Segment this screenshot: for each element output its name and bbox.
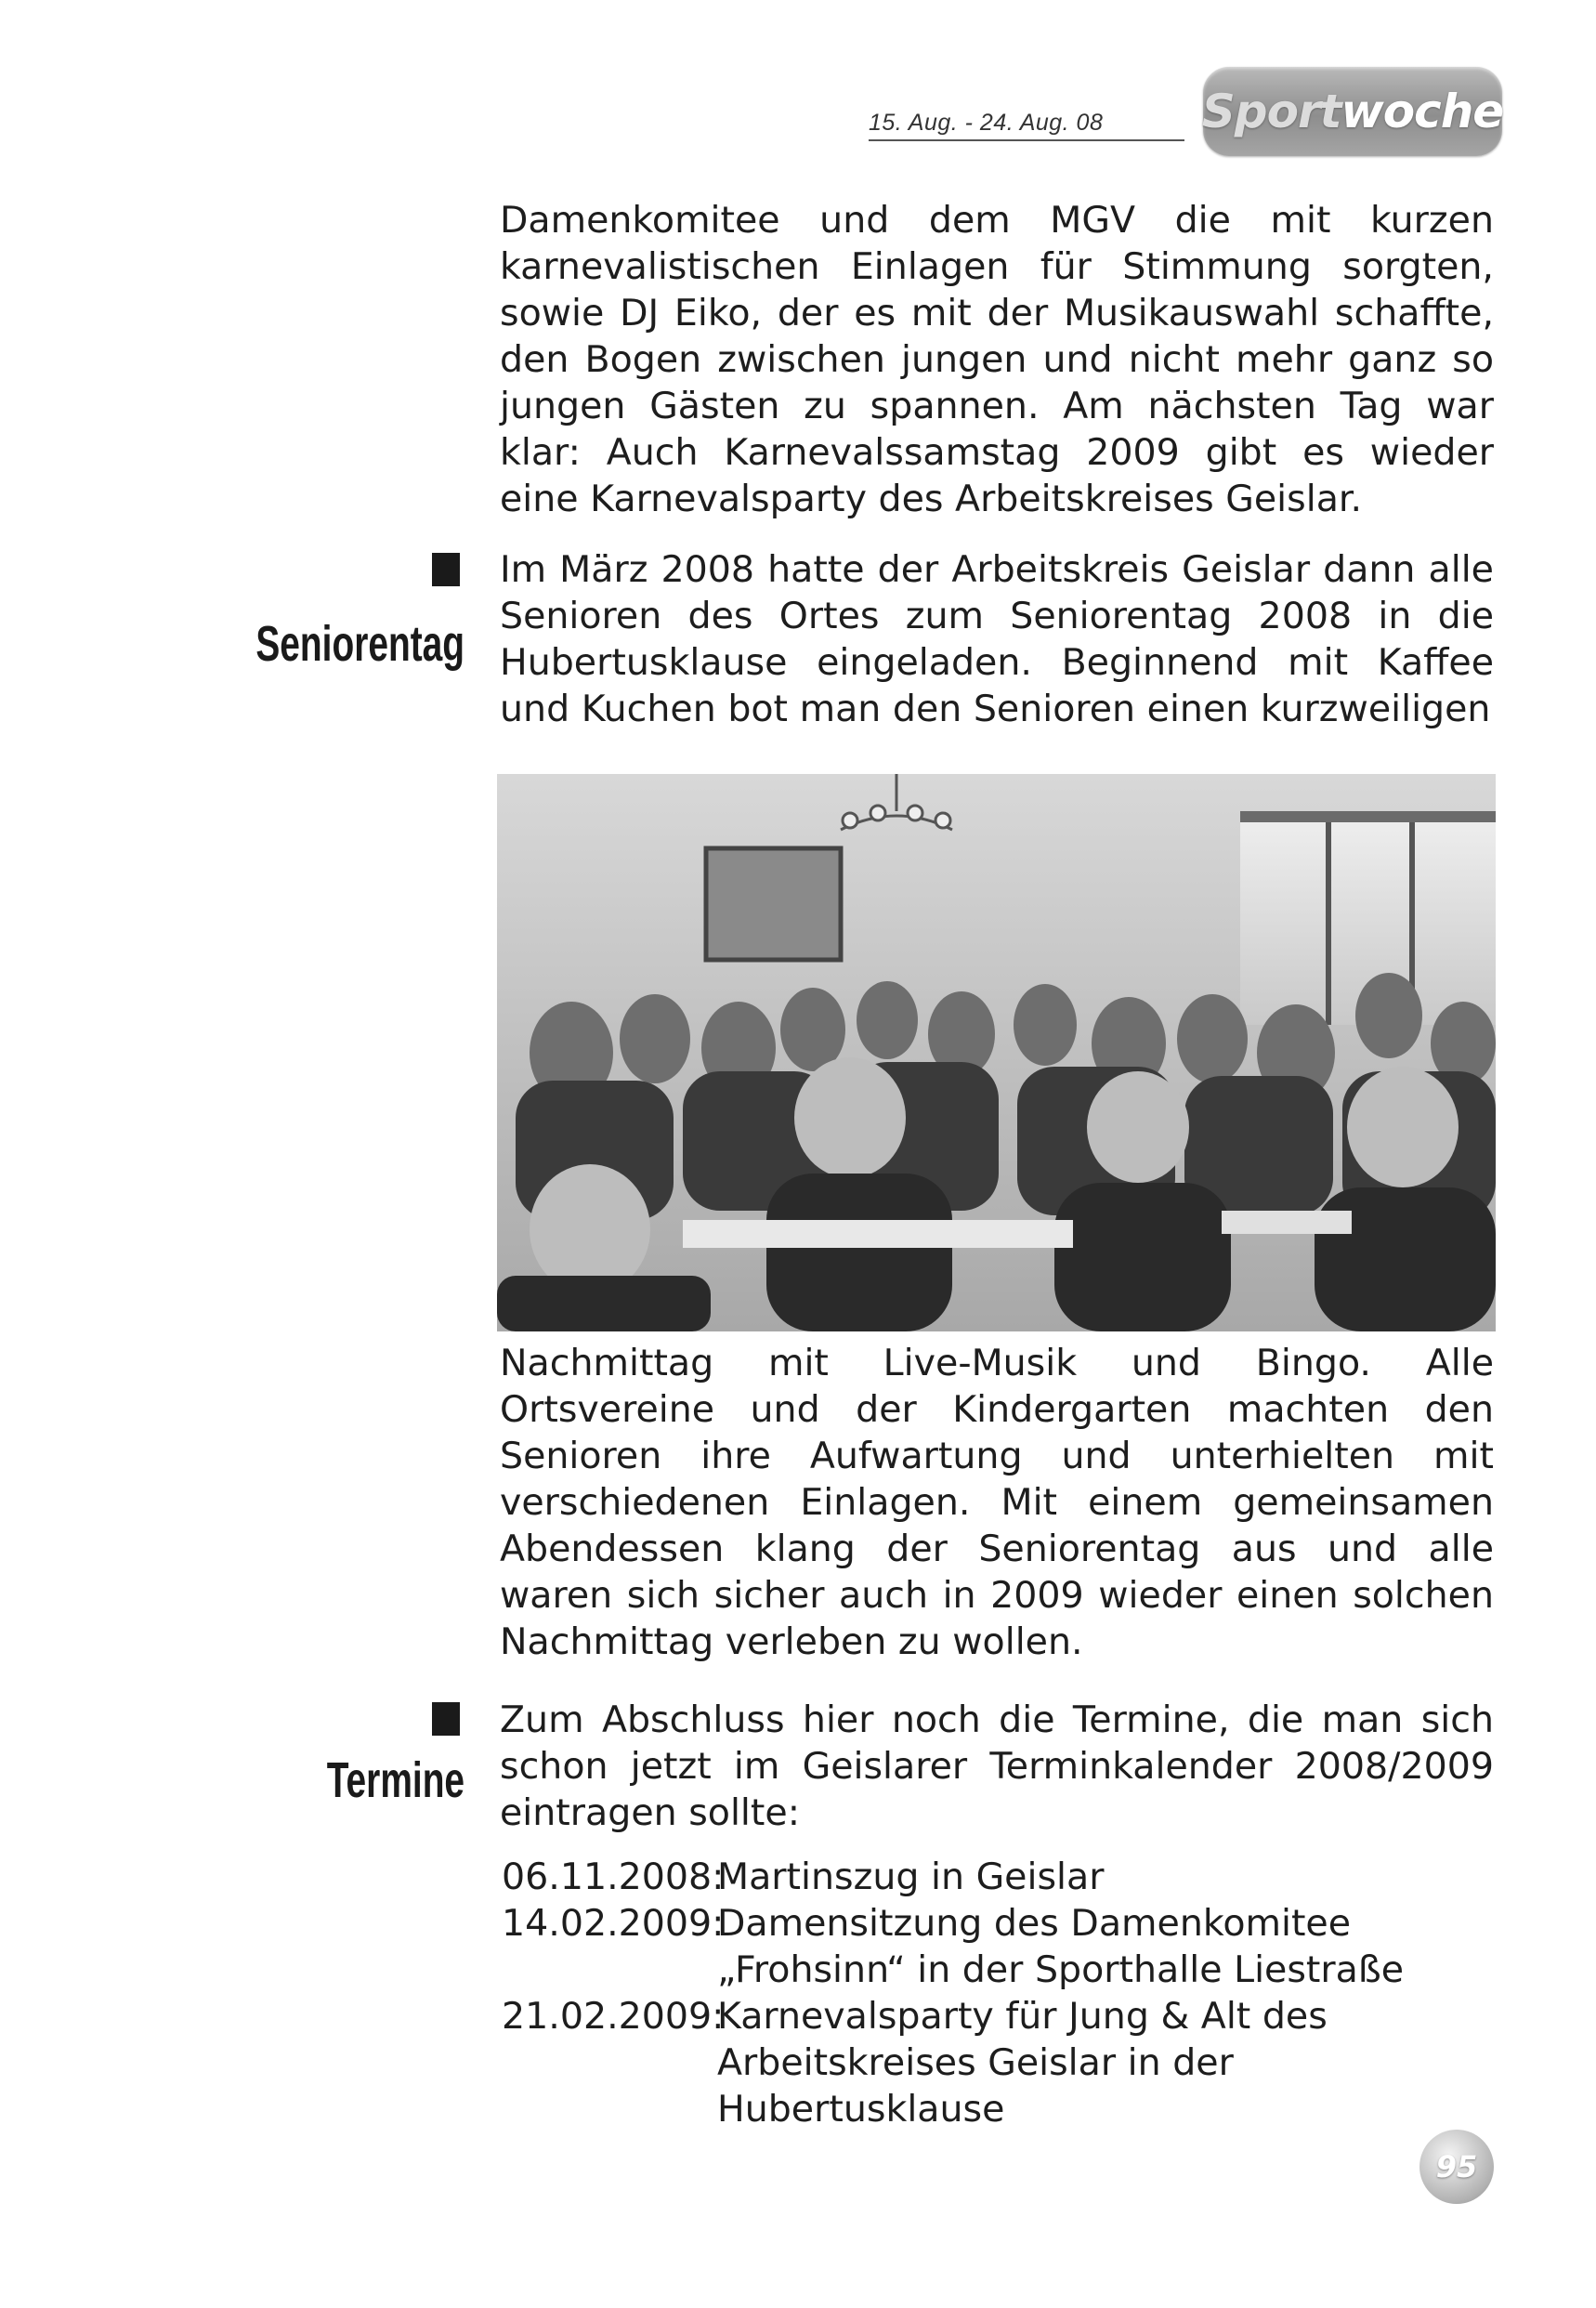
header-rule bbox=[869, 139, 1184, 141]
sportwoche-logo bbox=[1203, 67, 1502, 156]
seniorentag-photo bbox=[497, 774, 1496, 1331]
seniorentag-paragraph-1: Im März 2008 hatte der Arbeitskreis Geislar dann alle Senioren des Ortes zum Seniorentag 2008 in die Hubertusklause eingeladen. Beginnend mit Kaffee und Kuchen bot man den Senioren einen kurzweiligen bbox=[500, 548, 1494, 730]
termine-text: Damensitzung des Damenkomitee „Frohsinn“ in der Sporthalle Liestraße bbox=[717, 1902, 1405, 1991]
logo-text-sport: Sport bbox=[1201, 85, 1341, 138]
intro-paragraph: Damenkomitee und dem MGV die mit kurzen karnevalistischen Einlagen für Stimmung sorgten, sowie DJ Eiko, der es mit der Musikauswahl schaffte, den Bogen zwischen jungen und nicht mehr ganz so jungen Gästen zu spannen. Am nächsten Tag war klar: Auch Karnevalssamstag 2009 gibt es wieder eine Karnevalsparty des Arbeitskreises Geislar. bbox=[500, 199, 1494, 520]
seniorentag-paragraph-2: Nachmittag mit Live-Musik und Bingo. Alle Ortsvereine und der Kindergarten machten den Senioren ihre Aufwartung und unterhielten mit verschiedenen Einlagen. Mit einem gemeinsamen Abendessen klang der Seniorentag aus und alle waren sich sicher auch in 2009 wieder einen solchen Nachmittag verleben zu wollen. bbox=[500, 1342, 1494, 1663]
logo-text-woche: woche bbox=[1341, 85, 1504, 138]
termine-date: 06.11.2008: bbox=[502, 1856, 725, 1898]
page-number: 95 bbox=[1435, 2149, 1478, 2184]
termine-text: Karnevalsparty für Jung & Alt des Arbeitskreises Geislar in der Hubertusklause bbox=[717, 1995, 1328, 2131]
termine-date: 21.02.2009: bbox=[502, 1995, 725, 2038]
termine-intro: Zum Abschluss hier noch die Termine, die man sich schon jetzt im Geislarer Terminkalender 2008/2009 eintragen sollte: bbox=[500, 1698, 1494, 1834]
termine-item bbox=[502, 1854, 1505, 1900]
page-number-badge bbox=[1419, 2130, 1494, 2204]
issue-date-range: 15. Aug. - 24. Aug. 08 bbox=[869, 110, 1104, 136]
termine-date: 14.02.2009: bbox=[502, 1902, 725, 1945]
section-marker-square bbox=[432, 553, 460, 586]
termine-text: Martinszug in Geislar bbox=[717, 1856, 1105, 1898]
logo-text bbox=[1202, 85, 1503, 138]
heading-seniorentag: Seniorentag bbox=[255, 616, 464, 672]
termine-list bbox=[502, 1854, 1505, 2132]
heading-termine: Termine bbox=[326, 1752, 464, 1808]
termine-item bbox=[502, 1900, 1505, 1993]
section-marker-square bbox=[432, 1702, 460, 1736]
termine-item bbox=[502, 1993, 1505, 2132]
